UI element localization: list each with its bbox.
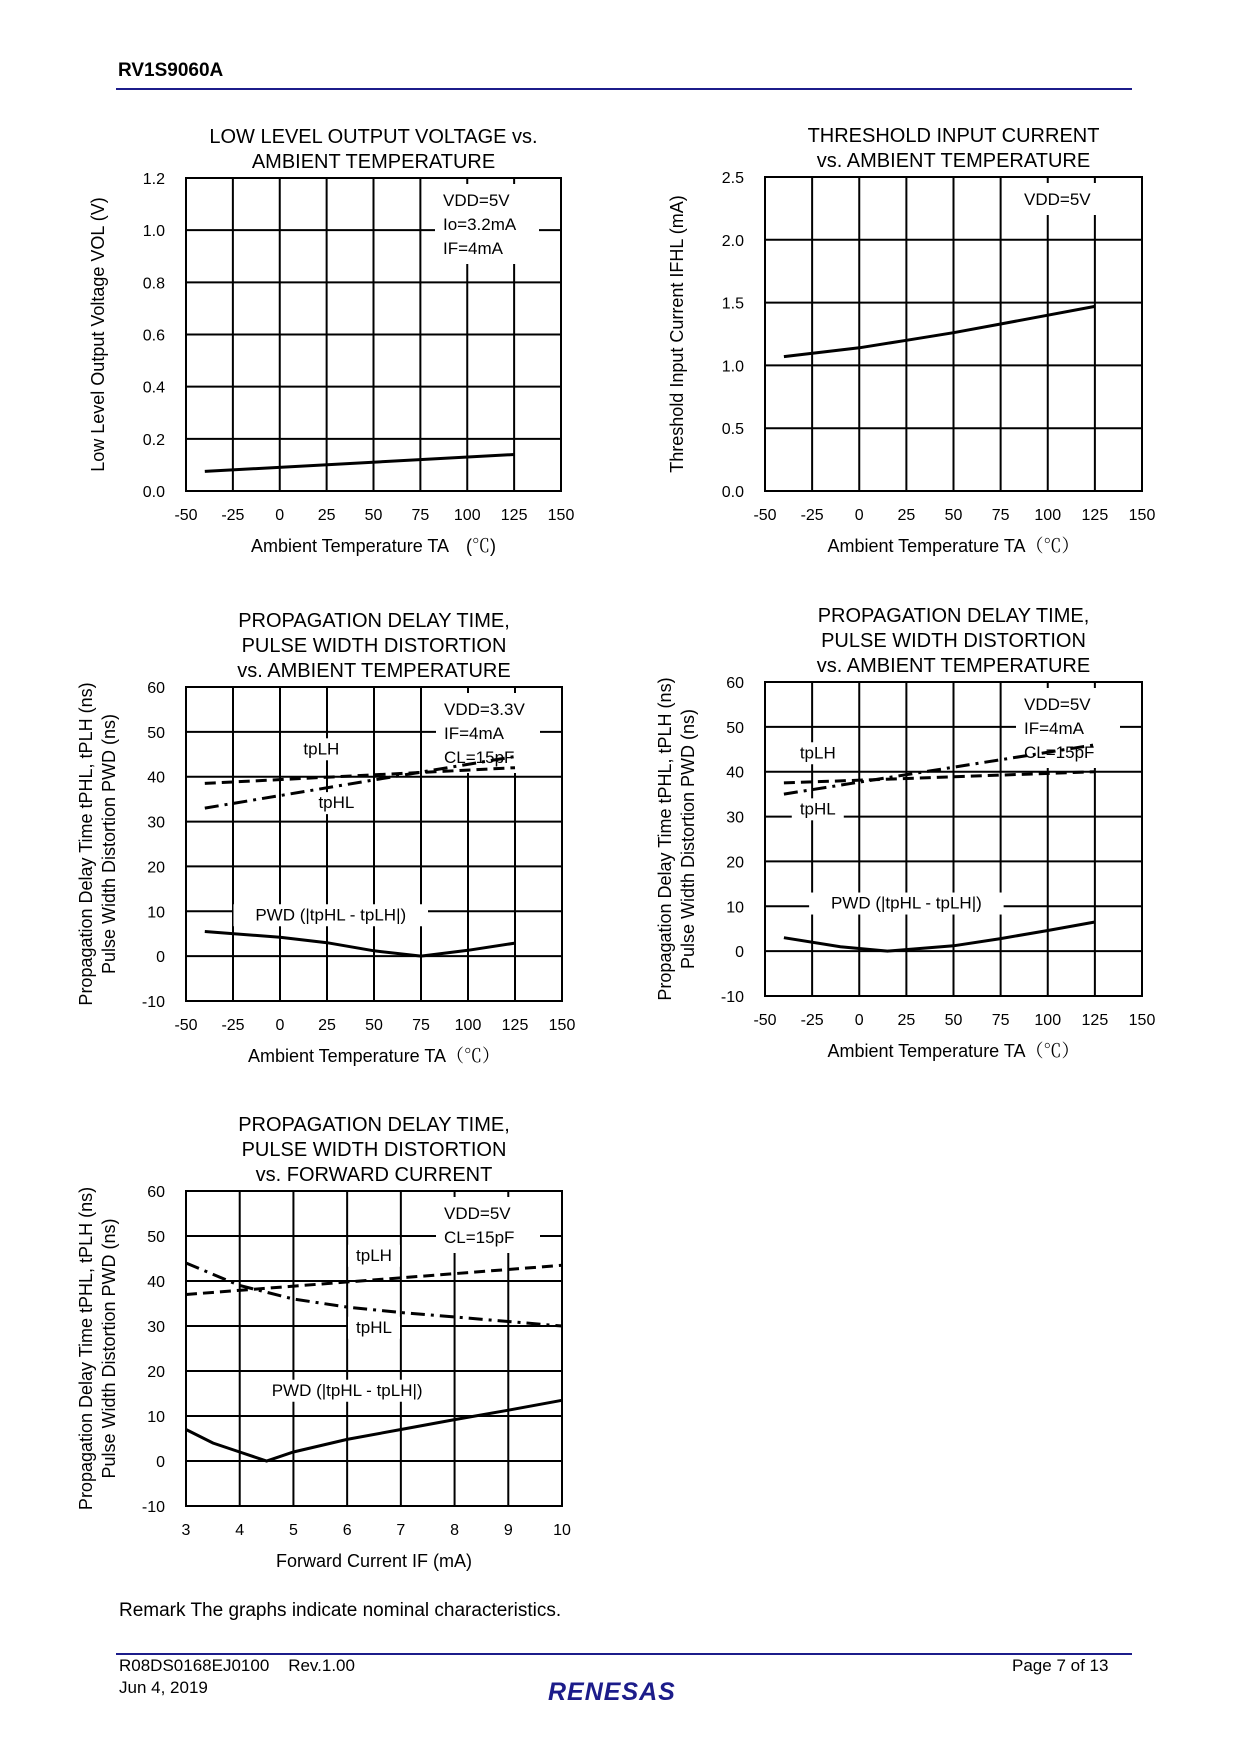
y-axis-label-line: Pulse Width Distortion PWD (ns) bbox=[99, 1218, 119, 1479]
footer-revision: Rev.1.00 bbox=[288, 1656, 355, 1675]
x-tick-label: -25 bbox=[800, 1012, 824, 1029]
x-tick-label: 100 bbox=[454, 1017, 482, 1034]
condition-text: VDD=5V bbox=[443, 191, 510, 210]
chart-title-line: PULSE WIDTH DISTORTION bbox=[821, 630, 1086, 652]
chart-title-line: LOW LEVEL OUTPUT VOLTAGE vs. bbox=[209, 126, 538, 148]
y-axis-label-line: Propagation Delay Time tPHL, tPLH (ns) bbox=[76, 682, 96, 1006]
x-tick-label: 6 bbox=[342, 1522, 352, 1539]
curve-label: PWD (|tpHL - tpLH|) bbox=[271, 1380, 423, 1400]
curve-label: tpLH bbox=[356, 1245, 392, 1265]
remark-text: Remark The graphs indicate nominal characteristics. bbox=[119, 1600, 562, 1621]
curve-label: tpHL bbox=[799, 799, 836, 819]
condition-text: CL=15pF bbox=[444, 748, 515, 767]
condition-text: IF=4mA bbox=[443, 239, 503, 258]
curve-label: tpLH bbox=[799, 743, 836, 763]
y-axis-label-line: Threshold Input Current IFHL (mA) bbox=[667, 195, 687, 473]
footer-page-number: 7 bbox=[1056, 1656, 1066, 1675]
x-axis-label: Ambient Temperature TA (℃) bbox=[250, 536, 497, 556]
y-tick-label: 0.8 bbox=[142, 275, 165, 293]
x-tick-label: 3 bbox=[181, 1522, 191, 1539]
x-tick-label: 125 bbox=[1081, 1012, 1109, 1029]
chart-title-line: AMBIENT TEMPERATURE bbox=[251, 151, 496, 173]
x-tick-label: 125 bbox=[500, 507, 528, 524]
x-tick-label: 0 bbox=[854, 1012, 864, 1029]
x-tick-label: 25 bbox=[897, 507, 916, 524]
x-tick-label: 75 bbox=[991, 507, 1010, 524]
condition-text: IF=4mA bbox=[444, 724, 504, 743]
chart-title-line: PULSE WIDTH DISTORTION bbox=[241, 1139, 507, 1161]
x-tick-label: 100 bbox=[1034, 507, 1062, 524]
renesas-logo-text: RENESAS bbox=[548, 1678, 676, 1706]
x-tick-label: -50 bbox=[174, 507, 198, 524]
y-tick-label: 10 bbox=[147, 1409, 165, 1426]
footer-doc-info bbox=[119, 1656, 355, 1676]
condition-text: VDD=5V bbox=[1024, 190, 1091, 209]
x-tick-label: 8 bbox=[450, 1522, 460, 1539]
y-tick-label: 0 bbox=[735, 944, 744, 962]
curve-label: tpLH bbox=[303, 739, 340, 759]
y-tick-label: 20 bbox=[726, 854, 744, 872]
y-tick-label: -10 bbox=[141, 1499, 165, 1516]
curve-label: tpHL bbox=[356, 1317, 392, 1337]
x-tick-label: 7 bbox=[396, 1522, 406, 1539]
x-tick-label: -50 bbox=[753, 1012, 777, 1029]
y-tick-label: 20 bbox=[147, 1364, 165, 1381]
x-tick-label: 150 bbox=[548, 1017, 576, 1034]
x-tick-label: 9 bbox=[503, 1522, 513, 1539]
chart-title-line: PROPAGATION DELAY TIME, bbox=[817, 605, 1090, 627]
curve-label: PWD (|tpHL - tpLH|) bbox=[255, 905, 407, 925]
x-axis-label: Ambient Temperature TA（℃） bbox=[827, 1041, 1080, 1061]
y-tick-label: 0 bbox=[156, 1454, 165, 1471]
x-tick-label: 150 bbox=[547, 507, 575, 524]
x-tick-label: -25 bbox=[800, 507, 824, 524]
x-tick-label: 125 bbox=[501, 1017, 529, 1034]
footer-rule bbox=[116, 1653, 1132, 1655]
footer-doc-number: R08DS0168EJ0100 bbox=[119, 1656, 270, 1675]
footer-page bbox=[1012, 1656, 1108, 1676]
y-axis-label-line: Propagation Delay Time tPHL, tPLH (ns) bbox=[655, 677, 675, 1001]
chart-title-line: vs. AMBIENT TEMPERATURE bbox=[816, 655, 1091, 677]
document-part-number: RV1S9060A bbox=[118, 60, 224, 81]
y-tick-label: 0.2 bbox=[142, 431, 165, 449]
chart-title-line: vs. AMBIENT TEMPERATURE bbox=[816, 150, 1091, 172]
x-axis-label: Forward Current IF (mA) bbox=[275, 1551, 473, 1571]
series-pwd-line bbox=[186, 1400, 562, 1461]
y-tick-label: 50 bbox=[726, 719, 744, 737]
x-tick-label: 25 bbox=[897, 1012, 916, 1029]
x-tick-label: -25 bbox=[221, 507, 245, 524]
series-tplh-line bbox=[186, 1265, 562, 1294]
y-tick-label: 40 bbox=[147, 1274, 165, 1291]
y-tick-label: 1.0 bbox=[721, 358, 744, 376]
chart-title-line: vs. AMBIENT TEMPERATURE bbox=[237, 660, 511, 682]
y-tick-label: -10 bbox=[720, 989, 744, 1006]
y-tick-label: 0 bbox=[156, 949, 165, 967]
x-tick-label: 100 bbox=[1034, 1012, 1062, 1029]
y-tick-label: -10 bbox=[141, 994, 165, 1011]
y-tick-label: 50 bbox=[147, 724, 165, 742]
footer-page-label: Page bbox=[1012, 1656, 1052, 1675]
x-axis-label: Ambient Temperature TA（℃） bbox=[247, 1046, 501, 1066]
y-tick-label: 2.5 bbox=[721, 170, 744, 187]
x-tick-label: 5 bbox=[288, 1522, 298, 1539]
y-tick-label: 1.0 bbox=[142, 223, 165, 241]
x-tick-label: 50 bbox=[364, 507, 383, 524]
y-tick-label: 60 bbox=[726, 675, 744, 692]
y-tick-label: 1.5 bbox=[721, 295, 744, 313]
y-tick-label: 10 bbox=[147, 904, 165, 922]
y-tick-label: 0.4 bbox=[142, 379, 165, 397]
x-tick-label: 75 bbox=[412, 1017, 430, 1034]
x-tick-label: 75 bbox=[991, 1012, 1010, 1029]
condition-text: CL=15pF bbox=[1024, 743, 1095, 762]
y-tick-label: 0.5 bbox=[721, 421, 744, 439]
y-axis-label-line: Pulse Width Distortion PWD (ns) bbox=[678, 708, 698, 970]
x-tick-label: 0 bbox=[275, 507, 285, 524]
x-tick-label: -50 bbox=[753, 507, 777, 524]
y-tick-label: 0.0 bbox=[142, 484, 165, 501]
x-tick-label: 25 bbox=[317, 507, 336, 524]
y-tick-label: 10 bbox=[726, 899, 744, 917]
y-tick-label: 2.0 bbox=[721, 232, 744, 250]
y-tick-label: 60 bbox=[147, 680, 165, 697]
chart-title-line: PROPAGATION DELAY TIME, bbox=[238, 610, 510, 632]
x-tick-label: -50 bbox=[174, 1017, 198, 1034]
x-tick-label: 50 bbox=[944, 507, 963, 524]
y-tick-label: 40 bbox=[147, 769, 165, 787]
x-tick-label: 25 bbox=[318, 1017, 336, 1034]
curve-label: tpHL bbox=[318, 793, 355, 813]
x-tick-label: 125 bbox=[1081, 507, 1109, 524]
y-tick-label: 0.0 bbox=[721, 484, 744, 501]
y-tick-label: 1.2 bbox=[142, 171, 165, 188]
chart-title-line: vs. FORWARD CURRENT bbox=[255, 1164, 493, 1186]
y-tick-label: 0.6 bbox=[142, 327, 165, 345]
chart-title-line: PROPAGATION DELAY TIME, bbox=[238, 1114, 510, 1136]
y-axis-label-line: Low Level Output Voltage VOL (V) bbox=[88, 197, 108, 472]
y-tick-label: 30 bbox=[147, 1319, 165, 1336]
x-tick-label: 10 bbox=[553, 1522, 571, 1539]
x-tick-label: 75 bbox=[411, 507, 430, 524]
series-tphl-line bbox=[186, 1263, 562, 1326]
footer-page-of: of 13 bbox=[1070, 1656, 1109, 1675]
footer-date: Jun 4, 2019 bbox=[119, 1678, 208, 1697]
x-tick-label: 4 bbox=[235, 1522, 245, 1539]
x-tick-label: -25 bbox=[221, 1017, 245, 1034]
renesas-logo bbox=[548, 1674, 698, 1708]
y-tick-label: 40 bbox=[726, 764, 744, 782]
condition-text: VDD=5V bbox=[444, 1204, 511, 1223]
x-axis-label: Ambient Temperature TA（℃） bbox=[827, 536, 1080, 556]
x-tick-label: 50 bbox=[944, 1012, 963, 1029]
condition-text: IF=4mA bbox=[1024, 719, 1084, 738]
y-tick-label: 60 bbox=[147, 1184, 165, 1201]
curve-label: PWD (|tpHL - tpLH|) bbox=[830, 893, 982, 913]
x-tick-label: 100 bbox=[453, 507, 481, 524]
x-tick-label: 150 bbox=[1128, 507, 1156, 524]
y-axis-label-line: Propagation Delay Time tPHL, tPLH (ns) bbox=[76, 1186, 96, 1511]
y-tick-label: 20 bbox=[147, 859, 165, 877]
chart-title-line: PULSE WIDTH DISTORTION bbox=[241, 635, 507, 657]
x-tick-label: 0 bbox=[854, 507, 864, 524]
condition-text: VDD=5V bbox=[1024, 695, 1091, 714]
x-tick-label: 50 bbox=[365, 1017, 383, 1034]
condition-text: CL=15pF bbox=[444, 1228, 515, 1247]
y-tick-label: 50 bbox=[147, 1229, 165, 1246]
x-tick-label: 150 bbox=[1128, 1012, 1156, 1029]
chart-title-line: THRESHOLD INPUT CURRENT bbox=[807, 125, 1100, 147]
condition-text: VDD=3.3V bbox=[444, 700, 525, 719]
condition-text: Io=3.2mA bbox=[443, 215, 517, 234]
y-axis-label-line: Pulse Width Distortion PWD (ns) bbox=[99, 713, 119, 975]
x-tick-label: 0 bbox=[275, 1017, 285, 1034]
y-tick-label: 30 bbox=[147, 814, 165, 832]
y-tick-label: 30 bbox=[726, 809, 744, 827]
